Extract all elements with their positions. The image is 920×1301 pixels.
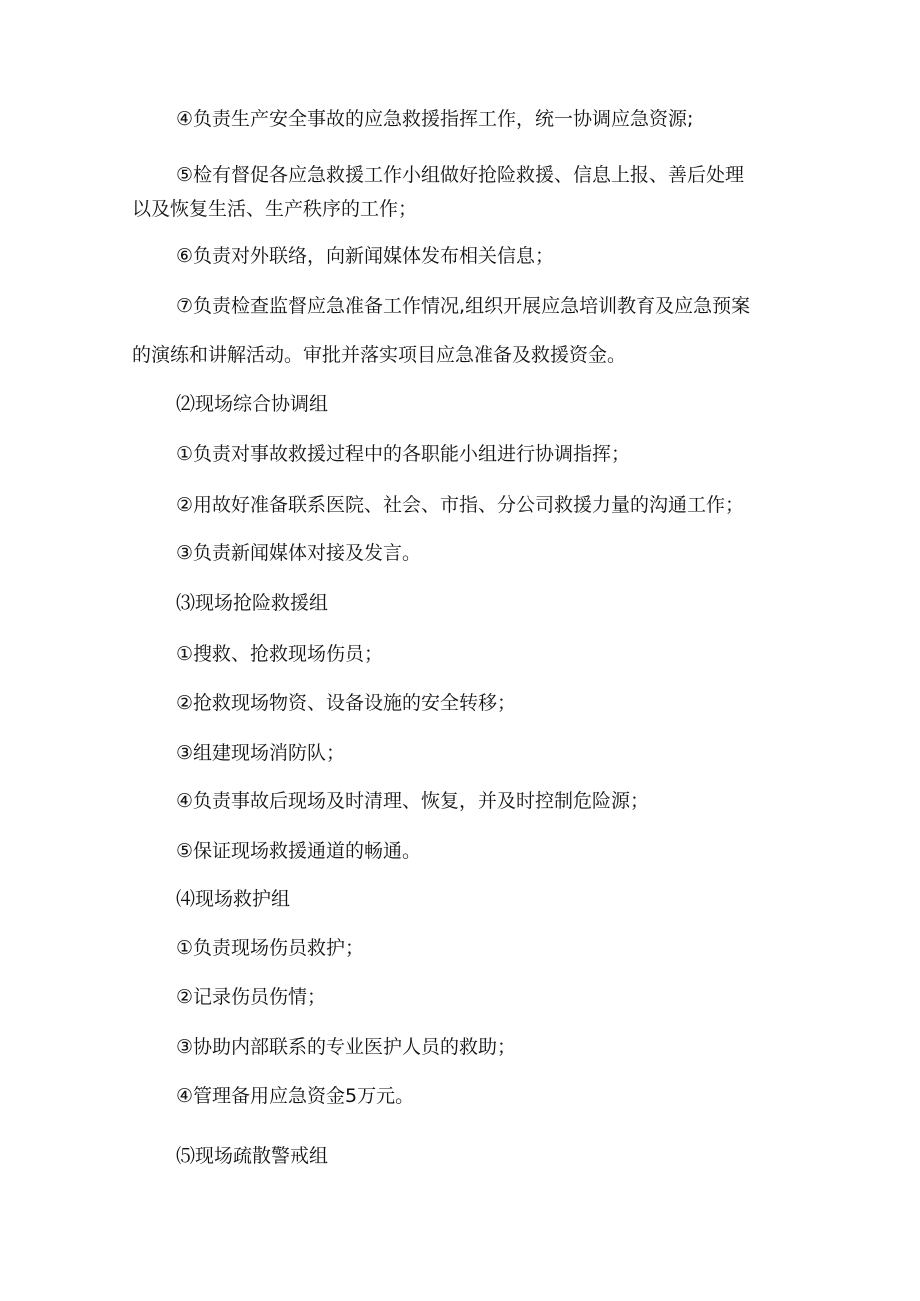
paragraph-line: ①负责对事故救援过程中的各职能小组进行协调指挥； [176,443,631,465]
paragraph-line: ④负责生产安全事故的应急救援指挥工作，统一协调应急资源; [176,108,694,130]
paragraph-line: ③组建现场消防队； [176,742,346,764]
section-heading: ⑶现场抢险救援组 [176,592,329,614]
paragraph-line: ⑤保证现场救援通道的畅通。 [176,840,422,862]
paragraph-line: ⑤检有督促各应急救援工作小组做好抢险救援、信息上报、善后处理 [176,164,745,186]
paragraph-line: ②抢救现场物资、设备设施的安全转移； [176,692,517,714]
paragraph-line: ③协助内部联系的专业医护人员的救助； [176,1036,517,1058]
paragraph-line: ①搜救、抢救现场伤员； [176,643,384,665]
paragraph-line: ②记录伤员伤情； [176,986,327,1008]
paragraph-line: ⑥负责对外联络，向新闻媒体发布相关信息； [176,245,555,267]
section-heading: ⑸现场疏散警戒组 [176,1145,329,1167]
paragraph-line: ⑦负责检查监督应急准备工作情况,组织开展应急培训教育及应急预案 [176,295,751,317]
paragraph-line: ②用故好准备联系医院、社会、市指、分公司救援力量的沟通工作； [176,494,745,516]
section-heading: ⑵现场综合协调组 [176,393,329,415]
paragraph-line: 的演练和讲解活动。审批并落实项目应急准备及救援资金。 [132,344,627,366]
paragraph-line: ④负责事故后现场及时清理、恢复，并及时控制危险源； [176,790,650,812]
paragraph-line: ①负责现场伤员救护； [176,937,365,959]
paragraph-line: ③负责新闻媒体对接及发言。 [176,542,422,564]
paragraph-line: 以及恢复生活、生产秩序的工作； [132,198,418,220]
paragraph-line: ④管理备用应急资金5万元。 [176,1085,415,1107]
section-heading: ⑷现场救护组 [176,888,291,910]
